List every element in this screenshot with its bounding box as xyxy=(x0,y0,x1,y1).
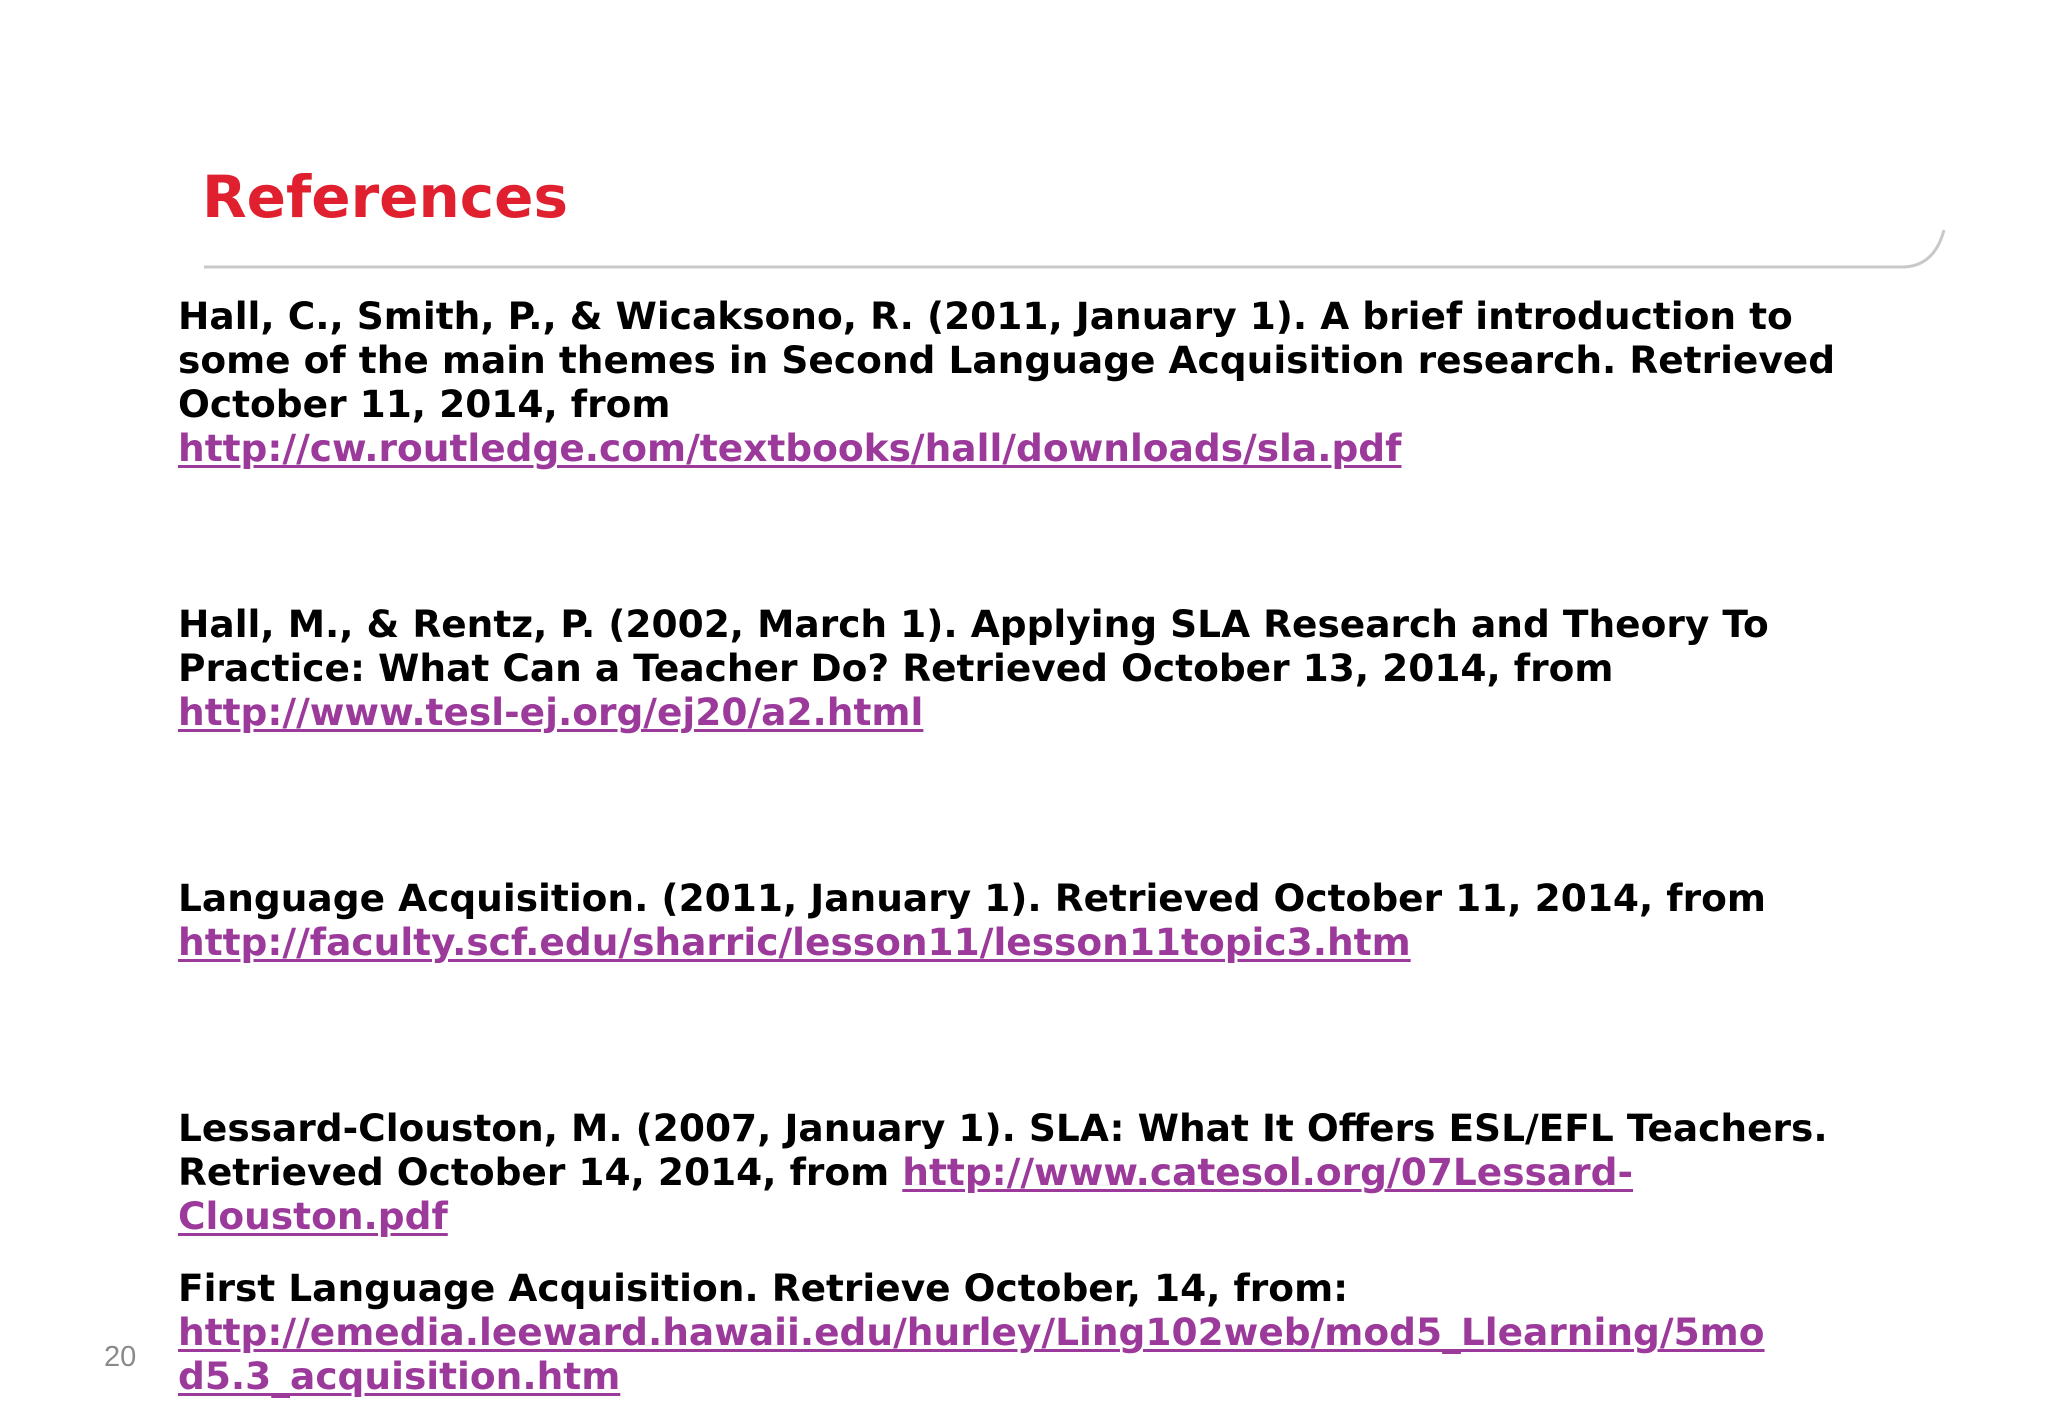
reference-item xyxy=(178,876,1878,964)
reference-item xyxy=(178,294,1878,470)
reference-text: Lessard-Clouston, M. (2007, January 1). SLA: What It Offers ESL/EFL Teachers. Retrieved October 14, 2014, from xyxy=(178,1106,1828,1194)
reference-text: Hall, M., & Rentz, P. (2002, March 1). Applying SLA Research and Theory To Practice: What Can a Teacher Do? Retrieved October 13, 2014, from xyxy=(178,602,1769,690)
reference-link[interactable]: http://emedia.leeward.hawaii.edu/hurley/Ling102web/mod5_Llearning/5mo xyxy=(178,1310,1765,1354)
reference-link-continued[interactable]: d5.3_acquisition.htm xyxy=(178,1354,621,1398)
reference-text: Language Acquisition. (2011, January 1). Retrieved October 11, 2014, from xyxy=(178,876,1766,920)
reference-item xyxy=(178,1106,1878,1238)
reference-text: Hall, C., Smith, P., & Wicaksono, R. (2011, January 1). A brief introduction to some of the main themes in Second Language Acquisition research. Retrieved October 11, 2014, from xyxy=(178,294,1836,426)
slide-title: References xyxy=(202,163,569,231)
reference-link[interactable]: http://www.tesl-ej.org/ej20/a2.html xyxy=(178,690,924,734)
reference-item xyxy=(178,1266,1878,1398)
page-number: 20 xyxy=(104,1341,137,1373)
title-underline-rule xyxy=(0,0,2048,300)
reference-item xyxy=(178,602,1878,734)
reference-list xyxy=(178,294,1878,1398)
reference-link[interactable]: http://faculty.scf.edu/sharric/lesson11/lesson11topic3.htm xyxy=(178,920,1411,964)
reference-link-continued[interactable]: Clouston.pdf xyxy=(178,1194,448,1238)
reference-link[interactable]: http://www.catesol.org/07Lessard- xyxy=(902,1150,1634,1194)
reference-link[interactable]: http://cw.routledge.com/textbooks/hall/downloads/sla.pdf xyxy=(178,426,1402,470)
reference-text: First Language Acquisition. Retrieve October, 14, from: xyxy=(178,1266,1349,1310)
